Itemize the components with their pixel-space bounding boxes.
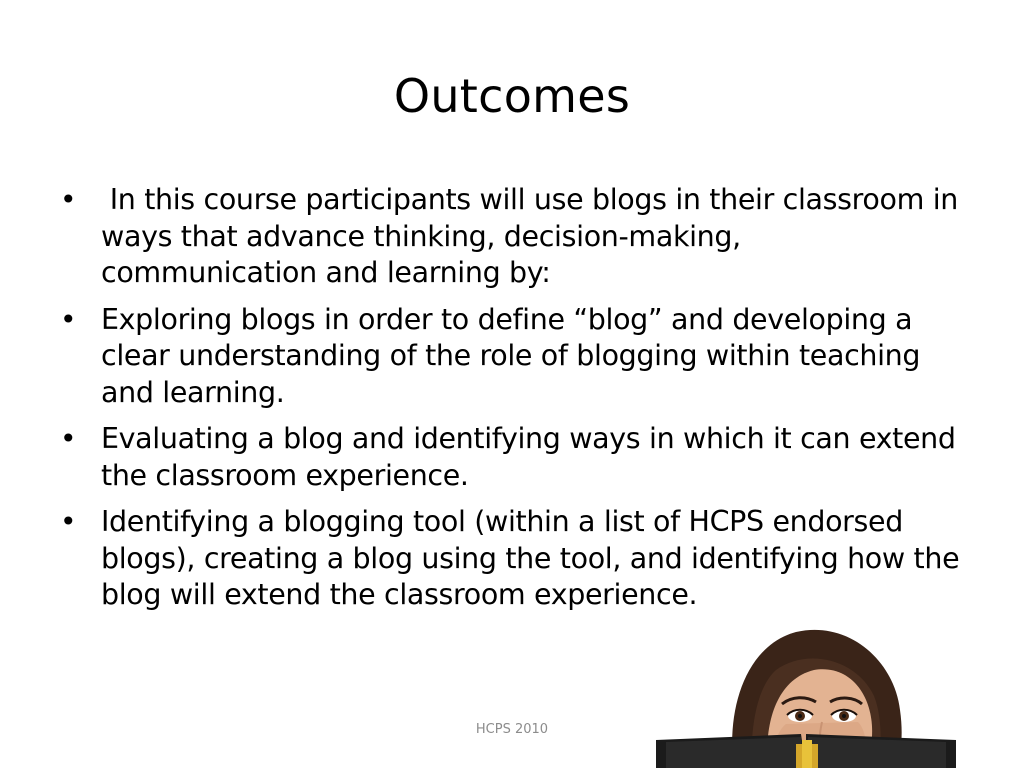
slide-footer: HCPS 2010 <box>475 722 549 737</box>
bullet-marker: • <box>60 183 77 216</box>
bullet-item <box>60 182 965 292</box>
bullet-item <box>60 421 965 494</box>
bullet-marker: • <box>60 302 77 336</box>
bullet-text: Evaluating a blog and identifying ways in which it can extend the classroom experience. <box>101 422 956 492</box>
bullet-item <box>60 302 965 412</box>
slide-title: Outcomes <box>393 69 631 123</box>
bullet-text: In this course participants will use blogs in their classroom in ways that advance thinking, decision-making, communication and learning by: <box>101 183 967 289</box>
bullet-text: Exploring blogs in order to define “blog” and developing a clear understanding of the role of blogging within teaching and learning. <box>101 302 921 409</box>
woman-reading-book-image <box>656 618 956 768</box>
bullet-item <box>60 504 965 614</box>
bullet-marker: • <box>60 422 77 455</box>
bullet-list <box>60 182 965 624</box>
bullet-marker: • <box>60 505 77 538</box>
bullet-text: Identifying a blogging tool (within a list of HCPS endorsed blogs), creating a blog using the tool, and identifying how the blog will extend the classroom experience. <box>101 505 960 611</box>
